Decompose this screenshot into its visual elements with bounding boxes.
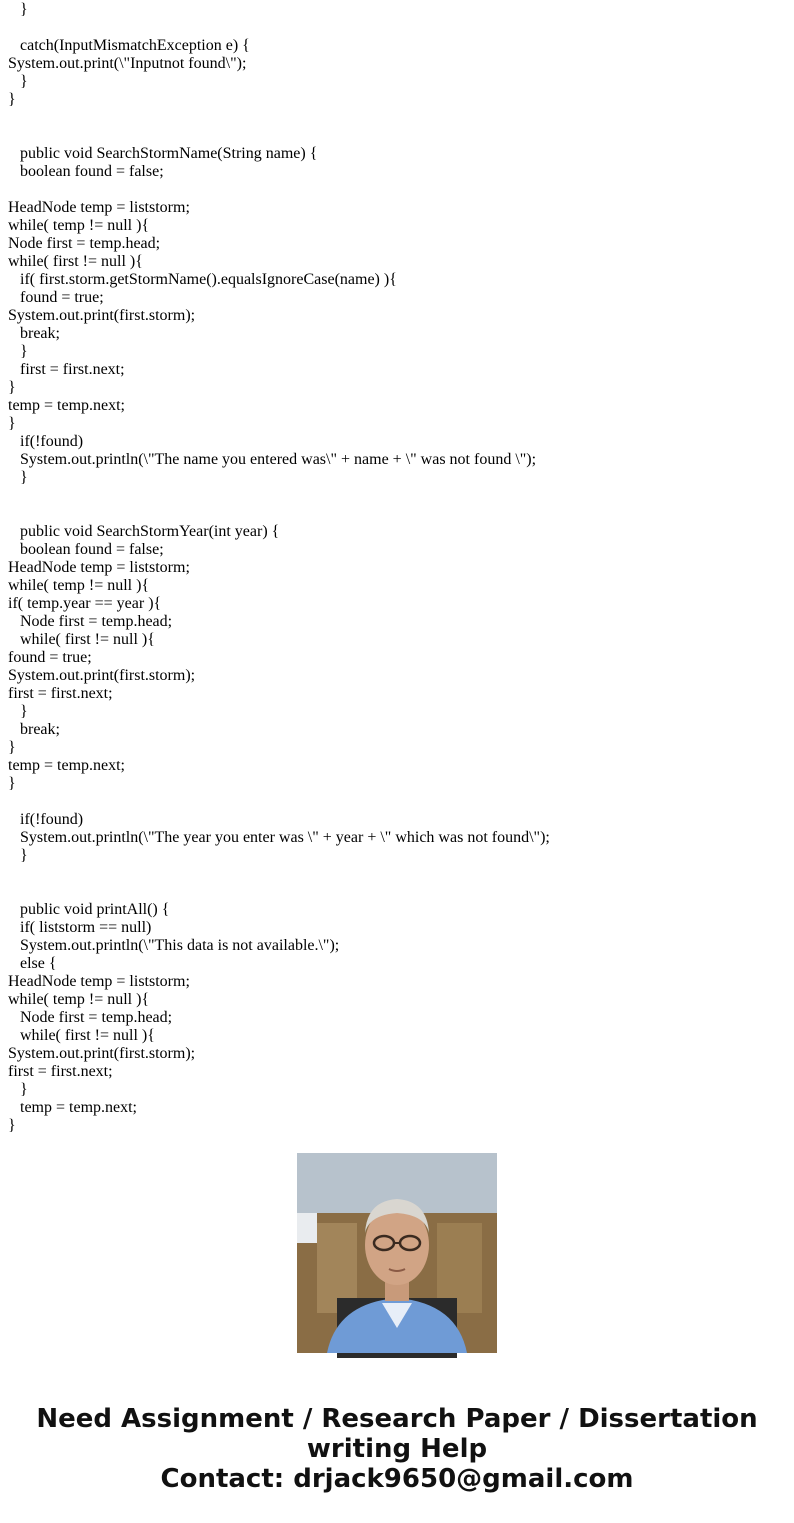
code-line: Node first = temp.head; (8, 235, 161, 252)
code-line: } (8, 343, 28, 360)
code-line: HeadNode temp = liststorm; (8, 199, 190, 216)
promo-headline: Need Assignment / Research Paper / Dissertation (36, 1404, 758, 1434)
promo-subline: writing Help (306, 1434, 488, 1464)
code-line: while( first != null ){ (8, 253, 143, 270)
code-line: first = first.next; (8, 361, 125, 378)
code-line: catch(InputMismatchException e) { (8, 37, 250, 54)
code-line: } (8, 91, 16, 108)
code-line: } (8, 379, 16, 396)
code-line: while( temp != null ){ (8, 217, 150, 234)
code-line: System.out.print(\"Inputnot found\"); (8, 55, 247, 72)
author-avatar (297, 1153, 497, 1353)
code-line: public void SearchStormName(String name) { (8, 145, 318, 162)
code-line: boolean found = false; (8, 541, 164, 558)
code-line: temp = temp.next; (8, 757, 125, 774)
code-line: System.out.println(\"The name you entered was\" + name + \" was not found \"); (8, 451, 537, 468)
code-line: boolean found = false; (8, 163, 164, 180)
code-line: System.out.println(\"The year you enter was \" + year + \" which was not found\"); (8, 829, 550, 846)
code-line: System.out.print(first.storm); (8, 667, 196, 684)
code-line: } (8, 775, 16, 792)
avatar-photo-icon (297, 1153, 497, 1353)
code-line: temp = temp.next; (8, 397, 125, 414)
code-line: if( first.storm.getStormName().equalsIgnoreCase(name) ){ (8, 271, 397, 288)
code-line: } (8, 847, 28, 864)
code-line: System.out.println(\"This data is not available.\"); (8, 937, 340, 954)
code-line: public void printAll() { (8, 901, 170, 918)
code-line: public void SearchStormYear(int year) { (8, 523, 280, 540)
code-line: if(!found) (8, 811, 84, 828)
code-line: break; (8, 325, 60, 342)
code-line: first = first.next; (8, 1063, 113, 1080)
code-line: } (8, 1, 28, 18)
code-line: } (8, 739, 16, 756)
code-line: first = first.next; (8, 685, 113, 702)
code-line: if( liststorm == null) (8, 919, 152, 936)
code-line: else { (8, 955, 57, 972)
code-line: found = true; (8, 649, 92, 666)
code-line: temp = temp.next; (8, 1099, 137, 1116)
code-line: HeadNode temp = liststorm; (8, 559, 190, 576)
code-line: if(!found) (8, 433, 84, 450)
code-line: System.out.print(first.storm); (8, 1045, 196, 1062)
code-line: while( first != null ){ (8, 631, 155, 648)
code-line: } (8, 469, 28, 486)
code-line: Node first = temp.head; (8, 1009, 173, 1026)
code-line: Node first = temp.head; (8, 613, 173, 630)
code-line: } (8, 703, 28, 720)
code-line: } (8, 1081, 28, 1098)
code-line: HeadNode temp = liststorm; (8, 973, 190, 990)
code-line: break; (8, 721, 60, 738)
code-line: } (8, 1117, 16, 1134)
code-line: found = true; (8, 289, 104, 306)
code-line: if( temp.year == year ){ (8, 595, 162, 612)
code-line: } (8, 73, 28, 90)
promo-contact: Contact: drjack9650@gmail.com (160, 1464, 634, 1494)
code-line: while( temp != null ){ (8, 577, 150, 594)
code-line: while( first != null ){ (8, 1027, 155, 1044)
code-line: } (8, 415, 16, 432)
code-line: System.out.print(first.storm); (8, 307, 196, 324)
code-line: while( temp != null ){ (8, 991, 150, 1008)
